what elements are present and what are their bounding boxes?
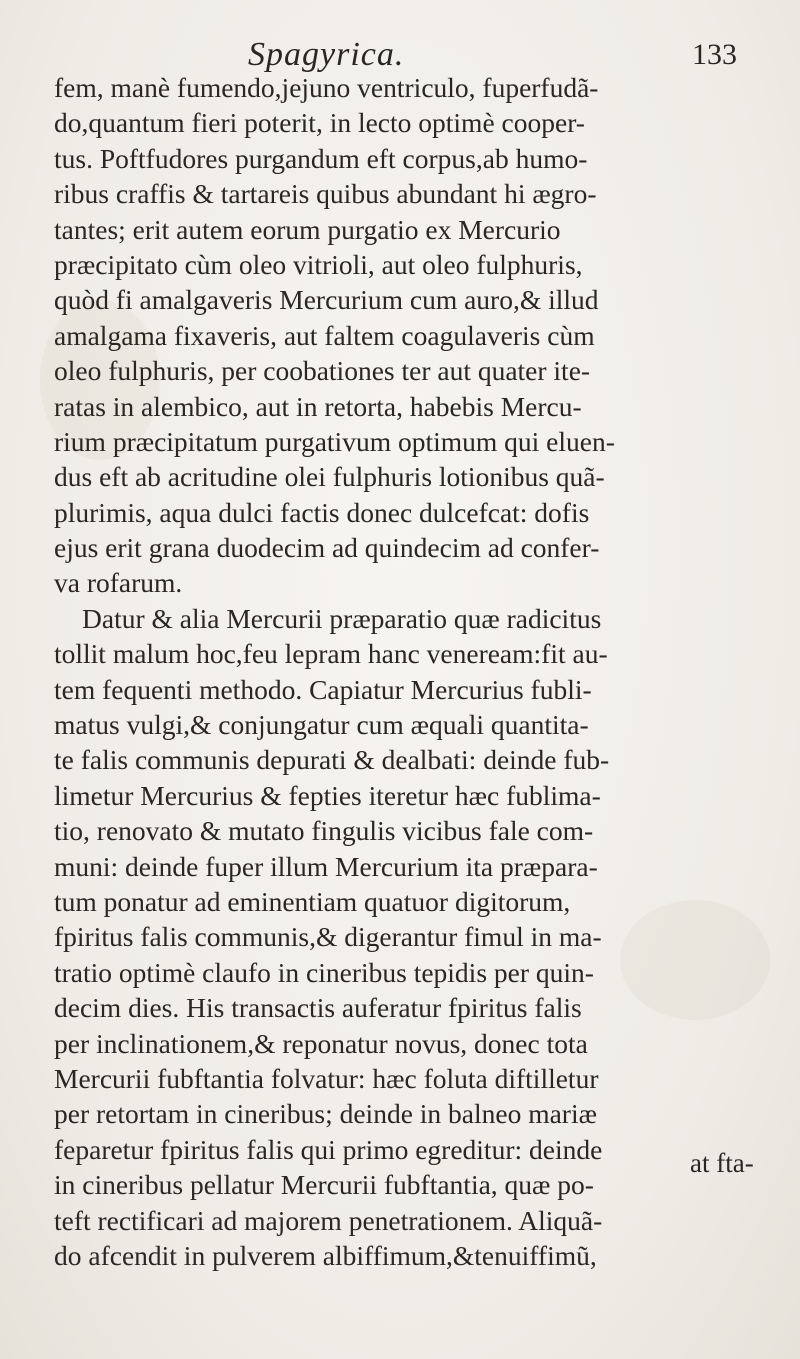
text-line: ejus erit grana duodecim ad quindecim ad confer- — [54, 532, 600, 564]
text-line: te falis communis depurati & dealbati: deinde fub- — [54, 744, 610, 776]
text-line: in cineribus pellatur Mercurii fubftantia, quæ po- — [54, 1169, 594, 1201]
text-line: do,quantum fieri poterit, in lecto optimè cooper- — [54, 107, 585, 139]
text-line: oleo fulphuris, per coobationes ter aut quater ite- — [54, 355, 591, 387]
page-header — [0, 30, 800, 73]
paragraph-start-line: Datur & alia Mercurii præparatio quæ radicitus — [82, 602, 602, 634]
text-line: va rofarum. — [54, 567, 183, 599]
text-line: tio, renovato & mutato fingulis vicibus fale com- — [54, 815, 594, 847]
text-line: dus eft ab acritudine olei fulphuris lotionibus quã- — [54, 461, 605, 493]
text-line: tratio optimè claufo in cineribus tepidis per quin- — [54, 956, 594, 988]
text-line: fem, manè fumendo,jejuno ventriculo, fuperfudã- — [54, 72, 599, 103]
text-line: fpiritus falis communis,& digerantur fimul in ma- — [54, 921, 602, 953]
text-line: ratas in alembico, aut in retorta, habebis Mercu- — [54, 390, 582, 422]
text-line: limetur Mercurius & fepties iteretur hæc fublima- — [54, 779, 601, 811]
text-line: præcipitato cùm oleo vitrioli, aut oleo fulphuris, — [54, 248, 583, 280]
text-line: do afcendit in pulverem albiffimum,&tenuiffimũ, — [54, 1239, 597, 1271]
text-line: tem fequenti methodo. Capiatur Mercurius fubli- — [54, 673, 592, 705]
text-line: tantes; erit autem eorum purgatio ex Mercurio — [54, 213, 561, 245]
text-line: teft rectificari ad majorem penetrationem. Aliquã- — [54, 1204, 603, 1236]
text-line: Mercurii fubftantia folvatur: hæc foluta diftilletur — [54, 1062, 599, 1094]
text-line: per inclinationem,& reponatur novus, donec tota — [54, 1027, 588, 1059]
text-line: tum ponatur ad eminentiam quatuor digitorum, — [54, 885, 571, 917]
text-line: tus. Poftfudores purgandum eft corpus,ab humo- — [54, 142, 588, 174]
text-line: feparetur fpiritus falis qui primo egreditur: deinde — [54, 1133, 603, 1165]
page-number: 133 — [692, 38, 737, 71]
text-line: plurimis, aqua dulci factis donec dulcefcat: dofis — [54, 496, 590, 528]
text-line: quòd fi amalgaveris Mercurium cum auro,& illud — [54, 284, 599, 316]
text-line: amalgama fixaveris, aut faltem coagulaveris cùm — [54, 319, 595, 351]
text-line: matus vulgi,& conjungatur cum æquali quantita- — [54, 709, 589, 741]
catchword: at fta- — [690, 1148, 754, 1178]
text-line: rium præcipitatum purgativum optimum qui eluen- — [54, 425, 615, 457]
text-line: per retortam in cineribus; deinde in balneo mariæ — [54, 1098, 597, 1130]
text-line: muni: deinde fuper illum Mercurium ita præpara- — [54, 850, 598, 882]
text-line: tollit malum hoc,feu lepram hanc veneream:fit au- — [54, 638, 608, 670]
body-text — [54, 70, 766, 1273]
text-line: decim dies. His transactis auferatur fpiritus falis — [54, 992, 582, 1024]
text-line: ribus craffis & tartareis quibus abundant hi ægro- — [54, 178, 597, 210]
running-head: Spagyrica. — [248, 36, 405, 73]
